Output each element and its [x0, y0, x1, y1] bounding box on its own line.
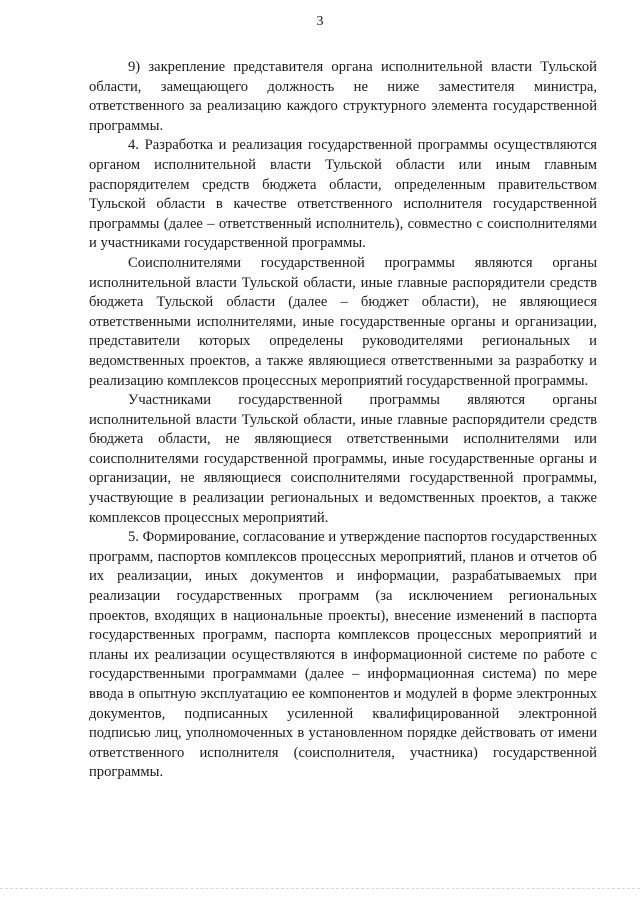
page-number: 3 — [316, 14, 324, 29]
paragraph-section-4: 4. Разработка и реализация государственной программы осуществляются органом исполнительной власти Тульской области или иным главным распорядителем средств бюджета области, определенным правительством Тульской области в качестве ответственного исполнителя государственной программы (далее – ответственный исполнитель), совместно с соисполнителями и участниками государственной программы. — [89, 137, 597, 252]
document-body — [89, 58, 597, 783]
scan-edge-line — [0, 888, 640, 891]
paragraph-item-9: 9) закрепление представителя органа исполнительной власти Тульской области, замещающего должность не ниже заместителя министра, ответственного за реализацию каждого структурного элемента государственной программы. — [89, 59, 597, 134]
paragraph-participants: Участниками государственной программы являются органы исполнительной власти Тульской области, иные главные распорядители средств бюджета области, не являющиеся ответственными исполнителями или соисполнителями государственной программы, иные государственные органы и организации, не являющиеся соисполнителями государственной программы, участвующие в реализации региональных и ведомственных проектов, а также комплексов процессных мероприятий. — [89, 392, 597, 526]
paragraph-co-executors: Соисполнителями государственной программы являются органы исполнительной власти Тульской области, иные главные распорядители средств бюджета Тульской области (далее – бюджет области), не являющиеся ответственными исполнителями, иные государственные органы и организации, представители которых определены руководителями региональных и ведомственных проектов, а также являющиеся ответственными за разработку и реализацию комплексов процессных мероприятий государственной программы. — [89, 254, 597, 389]
paragraph-section-5: 5. Формирование, согласование и утверждение паспортов государственных программ, паспортов комплексов процессных мероприятий, планов и отчетов об их реализации, иных документов и информации, разрабатываемых при реализации государственных программ (за исключением региональных проектов, входящих в национальные проекты), внесение изменений в паспорта государственных программ, паспорта комплексов процессных мероприятий и планы их реализации осуществляются в информационной системе по работе с государственными программами (далее – информационная система) по мере ввода в опытную эксплуатацию ее компонентов и модулей в форме электронных документов, подписанных усиленной квалифицированной электронной подписью лиц, уполномоченных в установленном порядке действовать от имени ответственного исполнителя (соисполнителя, участника) государственной программы. — [89, 529, 597, 781]
